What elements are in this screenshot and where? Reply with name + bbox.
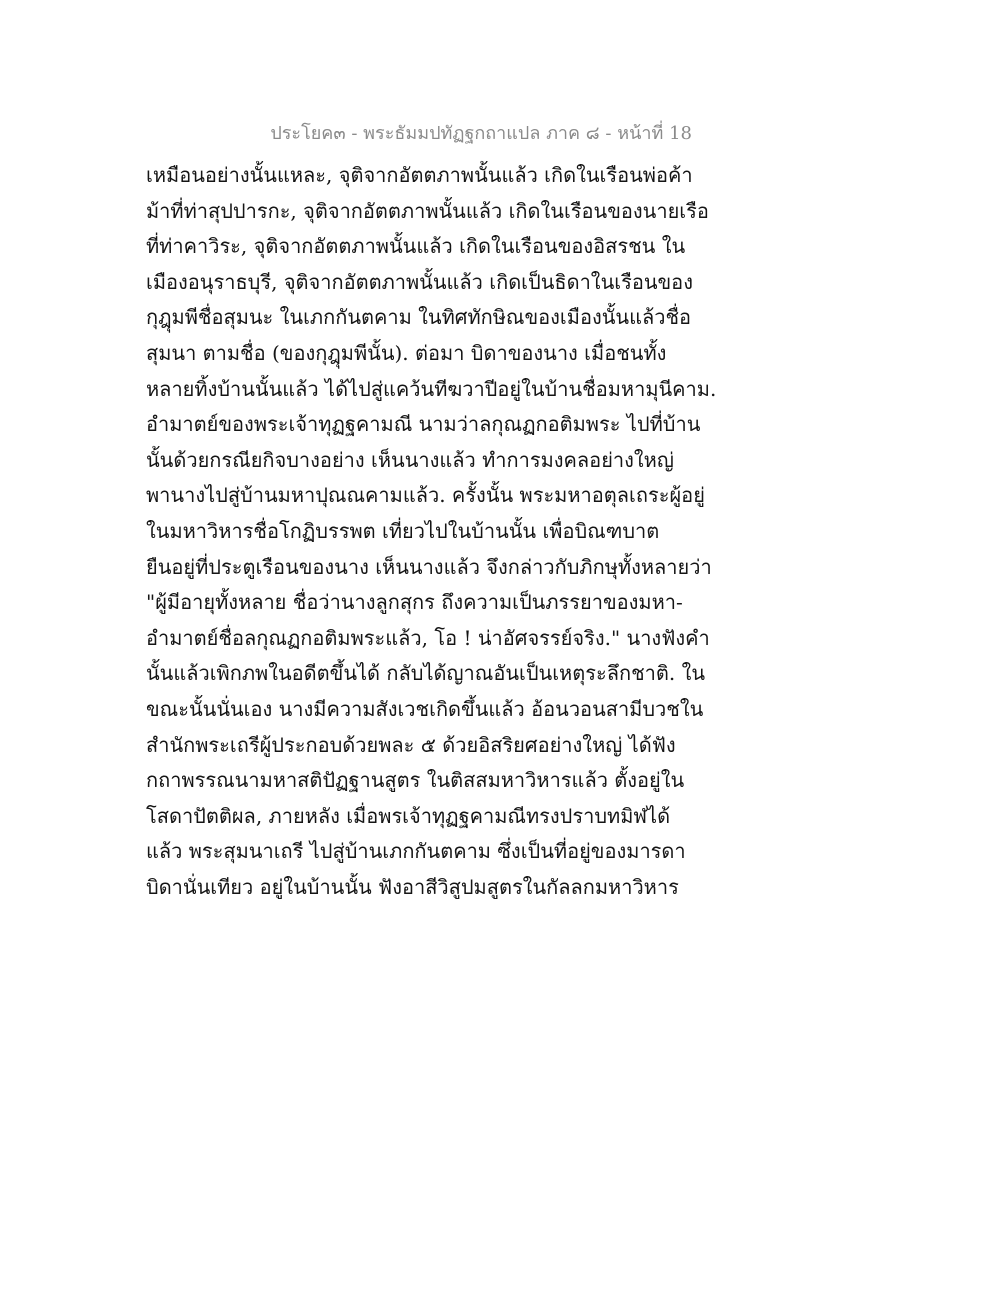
text-line: "ผู้มีอายุทั้งหลาย ชื่อว่านางลูกสุกร ถึงความเป็นภรรยาของมหา- — [146, 590, 683, 615]
text-line: ในมหาวิหารชื่อโกฏิบรรพต เที่ยวไปในบ้านนั้น เพื่อบิณฑบาต — [146, 518, 660, 543]
text-line: ขณะนั้นนั่นเอง นางมีความสังเวชเกิดขึ้นแล้ว อ้อนวอนสามีบวชใน — [146, 696, 704, 721]
text-line: เมืองอนุราธบุรี, จุติจากอัตตภาพนั้นแล้ว เกิดเป็นธิดาในเรือนของ — [146, 269, 693, 294]
text-line: ที่ท่าคาวิระ, จุติจากอัตตภาพนั้นแล้ว เกิดในเรือนของอิสรชน ใน — [146, 234, 686, 259]
text-line: สุมนา ตามชื่อ (ของกุฎุมพีนั้น). ต่อมา บิดาของนาง เมื่อชนทั้ง — [146, 340, 667, 365]
text-line: บิดานั่นเทียว อยู่ในบ้านนั้น ฟังอาสีวิสูปมสูตรในกัลลกมหาวิหาร — [146, 874, 679, 899]
text-line: เหมือนอย่างนั้นแหละ, จุติจากอัตตภาพนั้นแล้ว เกิดในเรือนพ่อค้า — [146, 163, 693, 187]
running-header: ประโยค๓ - พระธัมมปทัฏฐกถาแปล ภาค ๘ - หน้าที่ 18 — [270, 123, 692, 144]
text-line: ยืนอยู่ที่ประตูเรือนของนาง เห็นนางแล้ว จึงกล่าวกับภิกษุทั้งหลายว่า — [146, 554, 712, 579]
text-line: นั้นแล้วเพิกภพในอดีตขึ้นได้ กลับได้ญาณอันเป็นเหตุระลึกชาติ. ใน — [146, 661, 706, 686]
text-line: แล้ว พระสุมนาเถรี ไปสู่บ้านเภกกันตคาม ซึ่งเป็นที่อยู่ของมารดา — [146, 839, 686, 864]
body-text — [146, 158, 717, 905]
text-line: ม้าที่ท่าสุปปารกะ, จุติจากอัตตภาพนั้นแล้ว เกิดในเรือนของนายเรือ — [146, 198, 709, 223]
text-line: นั้นด้วยกรณียกิจบางอย่าง เห็นนางแล้ว ทำการมงคลอย่างใหญ่ — [146, 447, 674, 472]
text-line: กุฎุมพีชื่อสุมนะ ในเภกกันตคาม ในทิศทักษิณของเมืองนั้นแล้วชื่อ — [146, 305, 692, 330]
text-line: หลายทิ้งบ้านนั้นแล้ว ได้ไปสู่แคว้นทีฆวาปีอยู่ในบ้านชื่อมหามุนีคาม. — [146, 376, 717, 401]
text-line: โสดาปัตติผล, ภายหลัง เมื่อพรเจ้าทุฏฐคามณีทรงปราบทมิฬได้ — [146, 803, 671, 828]
text-line: อำมาตย์ชื่อลกุณฏกอติมพระแล้ว, โอ ! น่าอัศจรรย์จริง." นางฟังคำ — [146, 625, 710, 650]
text-line: อำมาตย์ของพระเจ้าทุฏฐคามณี นามว่าลกุณฏกอติมพระ ไปที่บ้าน — [146, 412, 701, 437]
text-line: สำนักพระเถรีผู้ประกอบด้วยพละ ๕ ด้วยอิสริยศอย่างใหญ่ ได้ฟัง — [146, 732, 676, 757]
text-line: พานางไปสู่บ้านมหาปุณณคามแล้ว. ครั้งนั้น พระมหาอตุลเถระผู้อยู่ — [146, 483, 705, 508]
text-line: กถาพรรณนามหาสติปัฏฐานสูตร ในติสสมหาวิหารแล้ว ตั้งอยู่ใน — [146, 768, 685, 793]
